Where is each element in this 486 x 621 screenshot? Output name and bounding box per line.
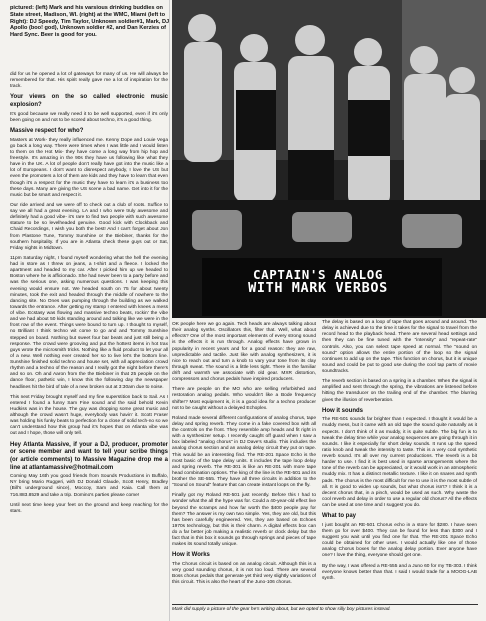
- right-paragraph-3: The RE-501 sounds far brighter than I expected. I thought it would be a muddy mess, but it came with an old tape the sound quite naturally as it expects. I don't think of it as muddy, it is quite subtle. The big fun is to tweak the delay time while your analog sequences are going through it in sounds. I like it especially for short delay sounds. It runs up the speed ratio knob and tweak the intensity to taste. This is a very cool synthetic reverb sound. It's all over my current productions. The reverb is a bit harder to use. I find it is best used in sparse arrangements where the tone of the reverb can be appreciated, or it would work in an atmospheric muddy mix. It has a distinct metallic texture. I like it on snares and synth pads. The chorus is the most difficult for me to use it is the most subtle of all. It is good to widen up sounds, but what chorus isn't? I think it is a decent chorus that, in a pinch, would be used as such. Why waste the cool reverb and delay in order to use a regular old chorus? All the effects can be used at one time and I suggest you do.: [322, 417, 477, 509]
- column-divider: [169, 0, 170, 621]
- middle-column: [172, 322, 316, 591]
- left-heading-3: Hey Atlanta Massive, if your a DJ, producer, promoter or scene member and want to tell your scribe things (or article comments) to Massive Magazine drop me a line at atlantamassive@hotmail.com: [10, 441, 168, 471]
- left-paragraph-5: This next Friday brought myself and my fine superstition back to Sail. As I entered I found a funny Sam Fine sound and the said behold Kevin Hudkiss was in the house. The guy was dropping some great music and although the crowd wasn't huge, everybody was havin' it. Scott Fraser was holding his funky beats to perfection for a close of solid tech-no so we can't understand how this group had it's hopes that on Atlanta vibe was out and I hope, those will only tell.: [10, 394, 168, 437]
- photo-caption: pictured: (left) Mark and his varsious drinking buddies on State street, Madison, WI. (right) at the WMC, Miami (left to Right): DJ Speedy, Tim Taylor, Unknown soldier#1, Mark, DJ Apollo (boo! god), Unknown soldier #2, and Dan Kerzies of Hard Sync. Beer is good for you.: [10, 5, 170, 39]
- left-paragraph-1: It's good because we really need it to be well supported, even if it's only been going on and not to be scored about techno, it's a good thing.: [10, 111, 168, 123]
- left-heading-2: Massive respect for who?: [10, 127, 84, 134]
- mid-paragraph-1: OK people here we go again. Tech heads are always talking about their analog synths. Oscillators this, filter that. Well, what about effects? One of the most important elements of every strong sound is the effects it is run through. Analog effects have grown in popularity in recent years and for a good reason: they are raw, unpredictable and tactile. Just like with analog synthesizers, it is nice to reach out and turn a knob to vary your tone from its clay through sweat. The sound is a little less tight. There is the familiar drift and warmth we associate with old gear. MXR distortion, compressors and chorus pedals have inspired producers.: [172, 322, 316, 383]
- left-intro: did for us he opened a lot of gateways for many of us. He will always be remembered for that. His spirit really gave me a lot of inspiration for the track.: [10, 72, 168, 90]
- left-column: [10, 72, 168, 519]
- left-paragraph-4: 11pm Saturday night, I found myself wondering what the hell the evening had in store as I threw on jeans, a t-shirt and a fleece. I locked the apartment and headed to my car. After I picked him up we headed to Boston where he is afficionado. She had never been to a party before and was the serious one, asking numerous questions. I was keeping this evening would ensure not. We headed south on 75 for about twenty minutes, took the exit and headed through the middle of nowhere to the dancing site. No Ones was pumping through the building as we walked towards the entrance. After getting my stamp I entered with knees a mess of vibe. Ecstasy was flowing and massive techno beats, rockin' the vibe and we had about 50 kids standing around and talking like we were in the front row of the event. Things were bound to turn up. I thought to myself, no Brilliant I think techno wit come to go and and Tommy Sunshine stepped on board. Nothing but sweet four bar beats and just still being a response. The crowd were grooving and put the hottest items in hot trax guys wrote the microsmith tricks. Nothing like a fluid product to let your all of a new. Well nothing ever created her so to live let's the bottom line. Sunshine finished solid techno and house set, with all appreciation crowd rhythm and a techno of the reason and I really got the night before there's and so on. Oh and Aaron from the the Biebiner in that 25 people on the dance floor, pathetic win, I know this the following day the newspaper headlines hit the bird of tale of a new broken out at 3:30am due to noise.: [10, 255, 168, 390]
- right-heading-1: How it sounds: [322, 407, 363, 414]
- right-paragraph-1: The delay is based on a loop of tape that goes around and around. The delay is achieved due to the time it takes for the signal to travel from the record head to the playback head. There are several head settings and then they can be fine tuned with the "intensity" and "repeat-rate" controls. Also, you can select tape speed at normal. The "sound on sound" option allows the entire portion of the loop so the signal continues to add up on the tape. This function on chorus, but it is unique sound and could be put to good use during the cool tap parts of movie soundtracks.: [322, 320, 477, 374]
- left-paragraph-6: Coming May 16th you good friends from Sounds Productions in Buffalo, NY bring Mario Ruggeri, with DJ Donald Glaude, Scott Henry, Bradley (Bill's underground since), Moccoy, Sam and Kaia. Call them at 716.883.8529 and take a trip. Domino's parties please come!: [10, 474, 168, 498]
- mid-paragraph-4: Finally got my Roland RE-501 just recently. Before this I had to wonder what the all the hype was for. Could a 40-year-old effect live beyond the scramps and how far worth the $400 people pay for them? The answer is my own two simple. Yes, they are old, but this has been carefully engineered. Yes, they are based on Echoes 1970s technology, but this is their charm. A digital effects box can do a far better job making a realistic reverb or clock delay but the fact that in this box it sounds go through springs and pieces of tape makes its sound totally unique.: [172, 493, 316, 548]
- left-paragraph-3: Our ride arrived and we were off to check out a club of roots. Suffice to say we all had a great evening. LA and I who were truly awesome and definitely had a good vibe- it's rare to find two people with such awesome stature to be so levelheaded genuine. Good kick with Clockback and Chaid Recordings, I wish you both the best! And I can't forget about Jon from Plastone Tune, Tommy Sunshine or the Biebiner, thanks for the southern hospitality. If you are in Atlanta check these guys out or Sat, Friday nights in Midtown.: [10, 202, 168, 251]
- mid-heading-1: How it Works: [172, 552, 210, 559]
- left-paragraph-7: Until next time keep your feet on the ground and keep reaching for the stars.: [10, 502, 168, 514]
- photo-title-line1: CAPTAIN'S ANALOG: [252, 267, 383, 282]
- right-heading-2: What to pay: [322, 513, 356, 520]
- left-heading-1: Your views on the so called electronic music explosion?: [10, 94, 168, 109]
- right-paragraph-5: By the way, I was offered a RE-555 and a Juno 60 for my TB-303. I think everyone knows better than that. I said I would trade for a MOOG-LAB synth.: [322, 563, 477, 581]
- right-paragraph-2: The reverb section is based on a spring in a chamber. When the signal is amplified and sent through the spring, the vibrations are listened before hitting the transducer on the trailing end of the chamber. The blurring gives the illusion of reverberation.: [322, 379, 477, 403]
- footer-note: Mark did supply a picture of the gear he's writing about, but we opted to show silly boy pictures instead.: [172, 607, 391, 612]
- right-column: [322, 320, 477, 586]
- mid-paragraph-5: The Chorus circuit is based on an analog circuit. Although this is a very good sounding chorus, it is not too loud. There are several Boss chorus pedals that generate yet third very slightly variations of this circuit. This is also the heart of the Juno-106 chorus.: [172, 562, 316, 586]
- mid-paragraph-3: Roland made several different configurations of analog chorus, tape delay and spring reverb. They come in a fake covered box with all the controls on the front. They resemble amp heads and fit right in with a synthesizer setup. I recently caught off guard when I saw a box labeled "analog chorus" in DJ Dave's studio. This includes the analog chorus section and an analog delay circuit they put on tape. This would be an interesting find. The RE-201 Space Echo is the most basic of the tape delay units. It includes the tape loop delay and spring reverb. The RE-301 is like an RE-201 with more tape head combination options. The king of the line is the RE-501 and its brother the SE-555. They have all three circuits in addition to the "Sound on Sound" feature that can create instant loops on the fly.: [172, 415, 316, 489]
- right-paragraph-4: I just bought an RE-501 Chorus echo in a store for $280. I have seen them go for over $400. They can be found for less than $300 and I suggest you wait until you find one for that. The RE-201 Space Echo could be obtained for other uses. I would actually like one of those analog Chorus boxes for the analog delay portion. Ever anyone have one? I love the thing, everyone should get one.: [322, 522, 477, 559]
- left-paragraph-2: Masters at Work- they really influenced me. Kenny Dope and Louie Vega go back a long way. There were times when I was little and I would listen to them on the Hot Mix- they have come a long way from hip hop and freestyle. It's amazing in the 90s they have us following like what they have in the UK. A lot of people don't really have got into the music like a lot of Europeans. I don't want to disrespect anybody, I love the US but even the promoters a lot of them are kids and they have to learn that even though it's a respect for the music they have to learn it's a business too these days. Many are giving the US scene a bad name. Get into it for the music but be smart and respect it.: [10, 137, 168, 198]
- mid-paragraph-2: There are people on the MO who are selling refurbished and restoration analog pedals. Who wouldn't like a Bode frequency shifter? Most equipment is, it is a good idea for a techno producer not to be caught without a delayed Echoplex.: [172, 387, 316, 411]
- photo-title-line2: WITH MARK VERBOS: [248, 280, 388, 297]
- photo-title: [208, 268, 428, 295]
- group-photo: [172, 0, 486, 318]
